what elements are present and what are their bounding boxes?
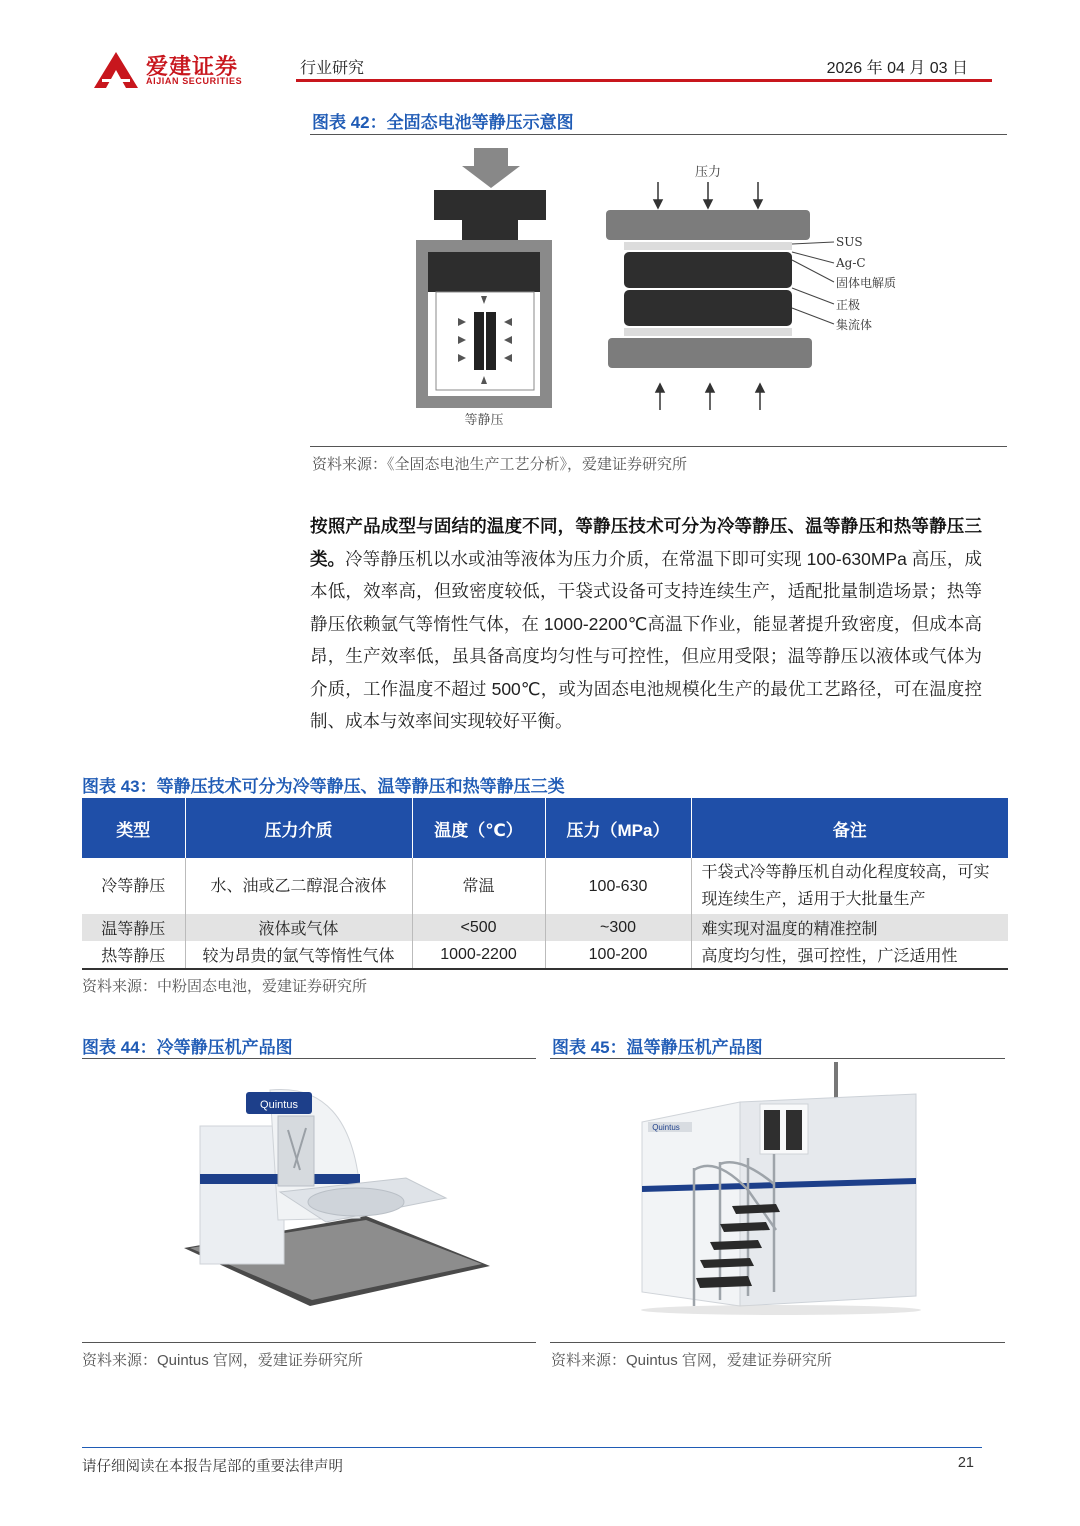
table-cell: <500 — [412, 914, 545, 941]
figure-44-title: 图表 44：冷等静压机产品图 — [82, 1038, 293, 1057]
figure-43-source: 资料来源：中粉固态电池，爱建证券研究所 — [82, 978, 368, 995]
table-cell: 1000-2200 — [412, 941, 545, 969]
figure-45-bottom-rule — [550, 1342, 1005, 1343]
brand-name-en: AIJIAN SECURITIES — [146, 76, 243, 86]
brand-name-cn: 爱建证券 — [146, 54, 239, 79]
col-header-medium: 压力介质 — [185, 798, 412, 858]
table-cell: 干袋式冷等静压机自动化程度较高，可实现连续生产，适用于大批量生产 — [701, 864, 990, 908]
cell-stack-right-diagram — [606, 164, 896, 410]
table-cell: 温等静压 — [82, 914, 185, 941]
footer-divider — [82, 1447, 982, 1448]
cold-press-brand-label: Quintus — [260, 1099, 298, 1111]
table-cell: 冷等静压 — [82, 858, 185, 914]
col-header-type: 类型 — [82, 798, 185, 858]
table-header-row — [82, 798, 1008, 858]
body-paragraph — [310, 510, 982, 738]
legal-disclaimer-note: 请仔细阅读在本报告尾部的重要法律声明 — [82, 1459, 343, 1475]
figure-45-source: 资料来源：Quintus 官网，爱建证券研究所 — [551, 1352, 832, 1369]
figure-45-top-rule — [550, 1058, 1005, 1059]
company-logo-icon — [92, 50, 140, 90]
warm-press-brand-label: Quintus — [652, 1123, 680, 1132]
isostatic-press-diagram — [412, 148, 912, 433]
isostatic-caption: 等静压 — [464, 413, 504, 428]
layer-label-cathode: 正极 — [836, 298, 861, 312]
isostatic-press-left-diagram — [416, 148, 552, 428]
table-cell: 水、油或乙二醇混合液体 — [185, 858, 412, 914]
page-number: 21 — [957, 1455, 974, 1471]
layer-label-electrolyte: 固体电解质 — [836, 276, 897, 290]
table-cell: 100-200 — [545, 941, 691, 969]
paragraph-lead: 按照产品成型与固结的温度不同，等静压技术可分为冷等静压、温等静压和热等静压三类。 — [310, 516, 982, 569]
report-section: 行业研究 — [300, 60, 365, 77]
table-cell: ~300 — [545, 914, 691, 941]
table-row — [82, 858, 1008, 914]
table-cell: 难实现对温度的精准控制 — [691, 914, 1008, 941]
cold-isostatic-press-photo — [160, 1070, 500, 1310]
col-header-notes: 备注 — [691, 798, 1008, 858]
figure-43-title: 图表 43：等静压技术可分为冷等静压、温等静压和热等静压三类 — [82, 777, 565, 796]
figure-42-source: 资料来源：《全固态电池生产工艺分析》，爱建证券研究所 — [312, 456, 688, 473]
pressure-label: 压力 — [694, 165, 722, 180]
table-cell: 高度均匀性，强可控性，广泛适用性 — [691, 941, 1008, 969]
figure-42-top-rule — [310, 134, 1007, 135]
layer-label-agc: Ag-C — [836, 256, 866, 270]
layer-label-collector: 集流体 — [836, 318, 873, 332]
col-header-temperature: 温度（℃） — [412, 798, 545, 858]
figure-44-bottom-rule — [82, 1342, 536, 1343]
layer-label-sus: SUS — [836, 235, 863, 249]
figure-45-title: 图表 45：温等静压机产品图 — [552, 1038, 763, 1057]
table-cell: 常温 — [412, 858, 545, 914]
table-cell: 较为昂贵的氩气等惰性气体 — [185, 941, 412, 969]
report-date: 2026 年 04 月 03 日 — [826, 60, 968, 77]
isostatic-comparison-table — [82, 798, 1008, 970]
figure-42-bottom-rule — [310, 446, 1007, 447]
paragraph-body: 冷等静压机以水或油等液体为压力介质，在常温下即可实现 100-630MPa 高压，成本低，效率高，但致密度较低，干袋式设备可支持连续生产，适配批量制造场景；热等静压依赖氩气等惰性气体，在 1000-2200℃高温下作业，能显著提升致密度，但成本高昂，生产效率低，虽具备高度均匀性与可控性，但应用受限；温等静压以液体或气体为介质，工作温度不超过 500℃，或为固态电池规模化生产的最优工艺路径，可在温度控制、成本与效率间实现较好平衡。 — [310, 548, 982, 731]
table-cell: 100-630 — [545, 858, 691, 914]
table-row — [82, 941, 1008, 969]
table-row — [82, 914, 1008, 941]
figure-42-title: 图表 42：全固态电池等静压示意图 — [312, 113, 574, 132]
warm-isostatic-press-photo — [636, 1060, 926, 1316]
table-cell: 热等静压 — [82, 941, 185, 969]
figure-44-source: 资料来源：Quintus 官网，爱建证券研究所 — [82, 1352, 363, 1369]
figure-44-top-rule — [82, 1058, 536, 1059]
table-cell: 液体或气体 — [185, 914, 412, 941]
header-divider — [296, 79, 992, 82]
col-header-pressure: 压力（MPa） — [545, 798, 691, 858]
